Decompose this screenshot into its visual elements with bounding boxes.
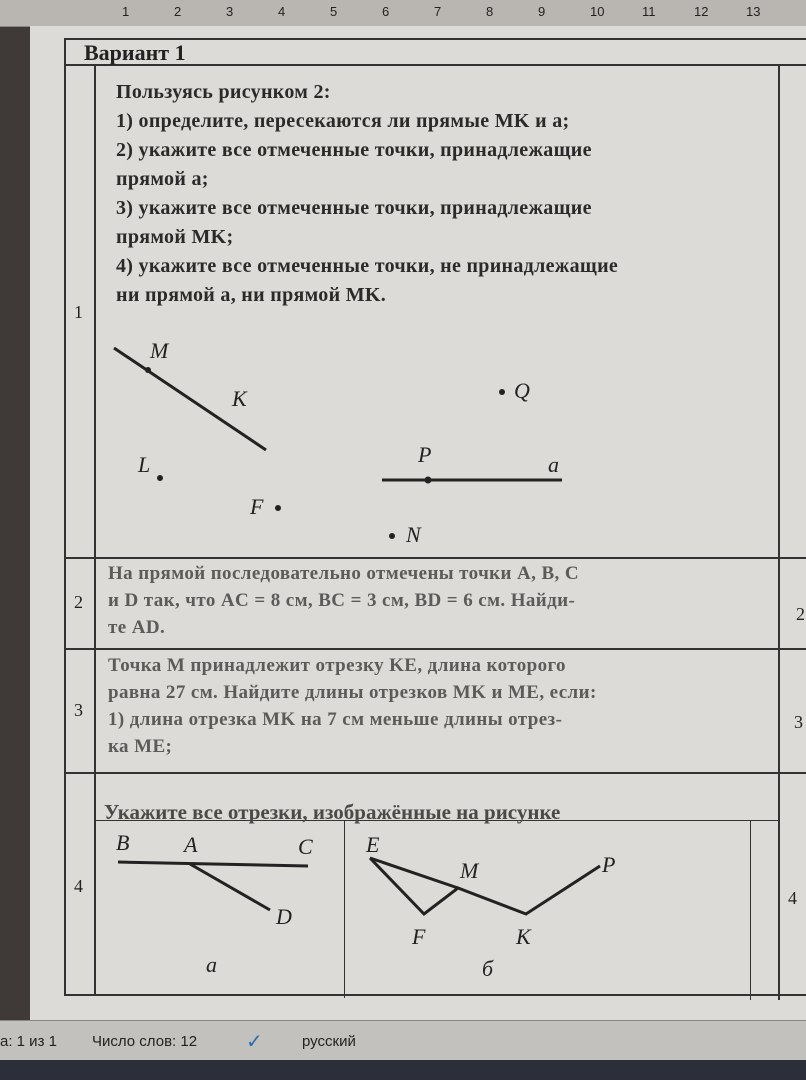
point-f — [275, 505, 281, 511]
ruler-tick-label: 13 — [746, 4, 761, 19]
segment-ad — [190, 864, 270, 910]
q2-line: и D так, что AC = 8 см, BC = 3 см, BD = 6 см. Найди- — [108, 590, 576, 611]
ruler-tick-label: 1 — [122, 4, 130, 19]
q1-line: прямой a; — [116, 168, 209, 190]
right-edge-number: 3 — [794, 712, 803, 732]
ruler-tick-label: 4 — [278, 4, 286, 19]
label-l: L — [138, 452, 151, 477]
label-p: P — [418, 442, 432, 467]
label-m: M — [150, 338, 169, 363]
polyline-efmkp — [370, 858, 600, 914]
q3-line: Точка M принадлежит отрезку KE, длина которого — [108, 655, 566, 676]
ruler-tick-label: 5 — [330, 4, 338, 19]
label-4a-a: A — [184, 832, 198, 857]
question-2-text — [108, 560, 768, 641]
question-4-prompt: Укажите все отрезки, изображённые на рисунке — [104, 800, 561, 824]
label-q: Q — [514, 378, 530, 403]
point-q — [499, 389, 505, 395]
q1-line: 3) укажите все отмеченные точки, принадлежащие — [116, 197, 592, 219]
q1-line: 2) укажите все отмеченные точки, принадлежащие — [116, 139, 592, 161]
q3-line: 1) длина отрезка MK на 7 см меньше длины отрез- — [108, 709, 563, 730]
q1-line: прямой MK; — [116, 226, 234, 248]
label-a: a — [548, 452, 559, 477]
q1-line: Пользуясь рисунком 2: — [116, 81, 331, 103]
right-edge-number: 4 — [788, 888, 797, 908]
label-4a-d: D — [276, 904, 292, 929]
label-4b-m: M — [460, 858, 479, 883]
status-language[interactable]: русский — [302, 1033, 356, 1050]
status-word-count[interactable]: Число слов: 12 — [92, 1033, 198, 1050]
q1-line: 1) определите, пересекаются ли прямые MK и a; — [116, 110, 570, 132]
figure-a-caption: а — [206, 952, 217, 977]
ruler-tick-label: 11 — [642, 4, 656, 19]
label-4b-f: F — [412, 924, 426, 949]
point-m — [145, 367, 151, 373]
ruler-tick-label: 7 — [434, 4, 442, 19]
taskbar — [0, 1060, 806, 1080]
variant-title: Вариант 1 — [84, 40, 186, 65]
figure-b-caption: б — [482, 956, 494, 981]
label-4b-k: K — [516, 924, 531, 949]
label-n: N — [406, 522, 421, 547]
label-k: K — [232, 386, 247, 411]
right-edge-number: 2 — [796, 604, 805, 624]
ruler-tick-label: 3 — [226, 4, 234, 19]
ruler-tick-label: 8 — [486, 4, 494, 19]
q2-line: На прямой последовательно отмечены точки A, B, C — [108, 563, 579, 584]
question-3-text — [108, 652, 768, 760]
label-4a-c: C — [298, 834, 313, 859]
row-number-3: 3 — [74, 700, 83, 720]
point-n — [389, 533, 395, 539]
label-4a-b: B — [116, 830, 130, 855]
q1-line: ни прямой a, ни прямой MK. — [116, 284, 387, 306]
ruler-tick-label: 9 — [538, 4, 546, 19]
ruler-tick-label: 6 — [382, 4, 390, 19]
segment-bc — [118, 862, 308, 866]
label-4b-e: E — [366, 832, 380, 857]
status-bar — [0, 1020, 806, 1061]
ruler-tick-label: 10 — [590, 4, 605, 19]
label-f: F — [250, 494, 264, 519]
q3-line: ка ME; — [108, 736, 173, 757]
row-number-4: 4 — [74, 876, 83, 896]
label-4b-p: P — [602, 852, 616, 877]
ruler-tick-label: 12 — [694, 4, 709, 19]
status-page-count[interactable]: а: 1 из 1 — [0, 1033, 57, 1050]
row-number-1: 1 — [74, 302, 83, 322]
q1-line: 4) укажите все отмеченные точки, не принадлежащие — [116, 255, 619, 277]
q3-line: равна 27 см. Найдите длины отрезков MK и ME, если: — [108, 682, 597, 703]
spellcheck-icon[interactable]: ✓ — [246, 1031, 263, 1053]
row-number-2: 2 — [74, 592, 83, 612]
point-l — [157, 475, 163, 481]
ruler-tick-label: 2 — [174, 4, 182, 19]
point-p — [425, 477, 432, 484]
q2-line: те AD. — [108, 617, 166, 638]
